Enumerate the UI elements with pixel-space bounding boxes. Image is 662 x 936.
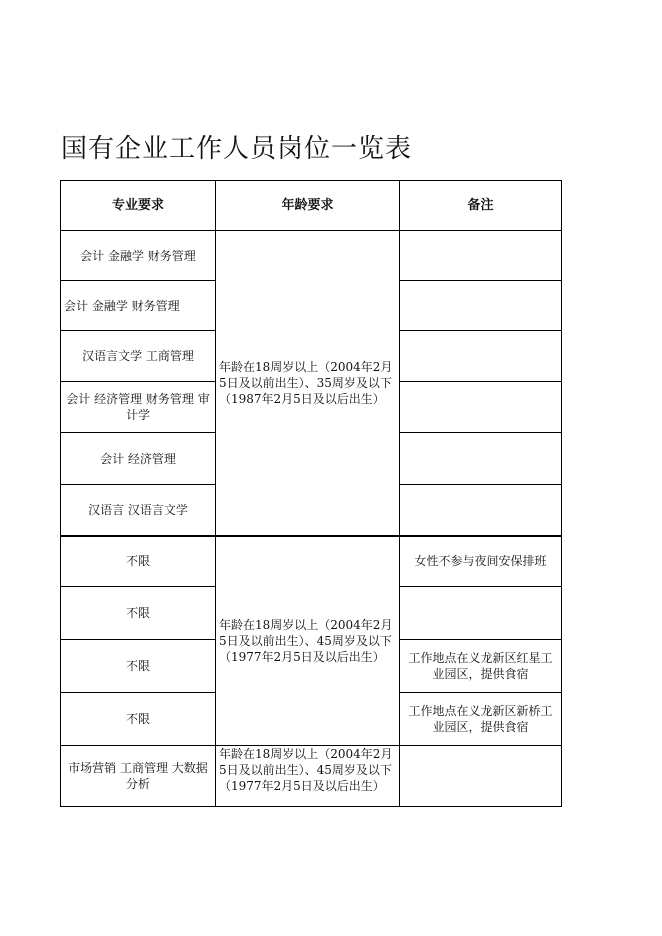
header-age: 年龄要求: [216, 181, 400, 231]
table-row: [61, 231, 562, 281]
note-cell: [400, 746, 562, 807]
note-cell: [400, 485, 562, 536]
note-cell: 工作地点在义龙新区新桥工业园区，提供食宿: [400, 693, 562, 746]
age-text-clipped: 年龄在18周岁以上（2004年2月5日及以前出生）、45周岁及以下（1977年2月5日及以后出生）: [219, 747, 393, 793]
table-row: [61, 746, 562, 807]
major-cell: 汉语言文学 工商管理: [61, 331, 216, 382]
note-cell: 工作地点在义龙新区红星工业园区，提供食宿: [400, 640, 562, 693]
note-cell: [400, 331, 562, 382]
note-cell: [400, 231, 562, 281]
note-cell: [400, 281, 562, 331]
page-title: 国有企业工作人员岗位一览表: [61, 134, 413, 164]
note-cell: [400, 587, 562, 640]
major-cell: 市场营销 工商管理 大数据分析: [61, 746, 216, 807]
note-cell: [400, 433, 562, 485]
major-cell: 会计 金融学 财务管理: [61, 231, 216, 281]
age-cell-group1: 年龄在18周岁以上（2004年2月5日及以前出生）、35周岁及以下（1987年2月5日及以后出生）: [216, 231, 400, 536]
major-cell: 不限: [61, 536, 216, 587]
major-cell: 会计 经济管理 财务管理 审计学: [61, 382, 216, 433]
major-cell: 汉语言 汉语言文学: [61, 485, 216, 536]
major-cell: 会计 经济管理: [61, 433, 216, 485]
header-major: 专业要求: [61, 181, 216, 231]
header-note: 备注: [400, 181, 562, 231]
major-cell: 不限: [61, 587, 216, 640]
major-cell: 不限: [61, 693, 216, 746]
age-cell-last: [216, 746, 400, 807]
note-cell: [400, 382, 562, 433]
age-cell-group2: 年龄在18周岁以上（2004年2月5日及以前出生）、45周岁及以下（1977年2月5日及以后出生）: [216, 536, 400, 746]
positions-table: [60, 180, 562, 807]
table-row: [61, 536, 562, 587]
table-header-row: [61, 181, 562, 231]
note-cell: 女性不参与夜间安保排班: [400, 536, 562, 587]
major-cell: 会计 金融学 财务管理: [61, 281, 216, 331]
major-cell: 不限: [61, 640, 216, 693]
